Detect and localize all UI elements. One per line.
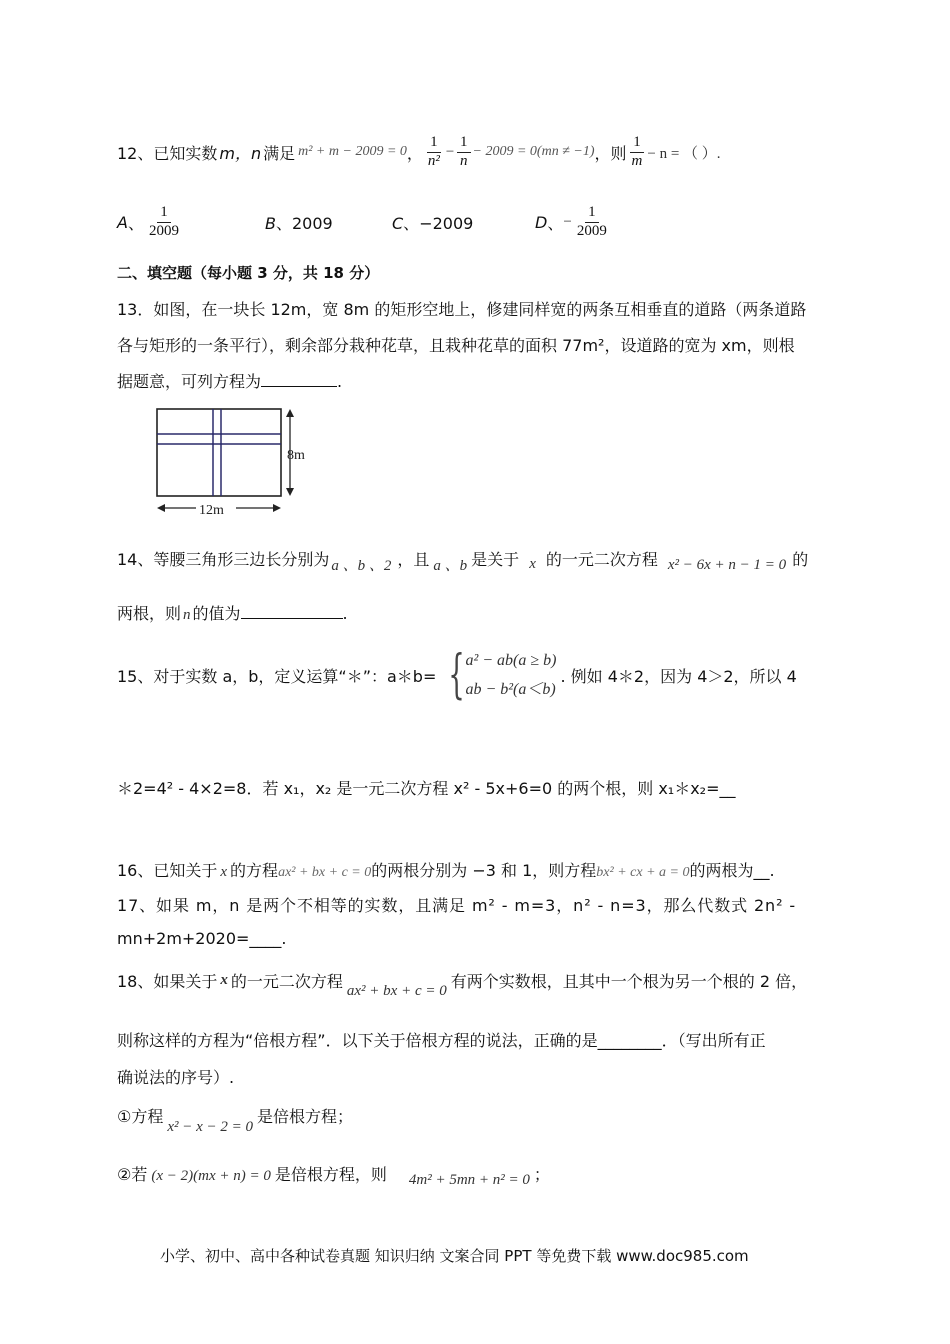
q18-eq: ax² + bx + c = 0 [346, 982, 447, 999]
q13-figure [148, 402, 318, 518]
q12-option-a [117, 202, 184, 242]
q18-line3: 确说法的序号）. [117, 1068, 235, 1087]
q13-line3-text: 据题意，可列方程为 [117, 372, 262, 391]
q16-p4: 的两根为__. [689, 861, 775, 880]
q15-line1 [117, 640, 797, 710]
q14-p3: 是关于 [471, 549, 520, 569]
q12-stem [117, 135, 721, 169]
option-d-label: D [535, 212, 548, 232]
q15-cases [465, 652, 556, 699]
q12-frac3-den: m [631, 152, 643, 169]
q15-brace-block [440, 645, 557, 705]
q12-frac1-den: n² [427, 152, 440, 169]
q17-line2: mn+2m+2020=____. [117, 929, 287, 948]
q18-item2-eq: (x − 2)(mx + n) = 0 [151, 1167, 271, 1184]
q14-line1 [117, 541, 808, 575]
option-c-text: −2009 [419, 214, 474, 233]
q14-p4: 的一元二次方程 [545, 549, 658, 569]
q14-sides: a 、b 、2 [331, 557, 392, 574]
q12-option-b [265, 211, 333, 234]
q14-x: x [529, 555, 536, 572]
q14-eq: x² − 6x + n − 1 = 0 [667, 556, 787, 573]
q15-p2: . 例如 4＊2，因为 4＞2，所以 4 [560, 666, 797, 686]
option-d-neg: − [563, 213, 572, 230]
q12-then: ，则 [594, 143, 627, 163]
q16-p1: 16、已知关于 [117, 861, 218, 880]
q18-item1 [117, 1095, 353, 1135]
figure-width-arrow-right [273, 504, 281, 512]
q12-frac1 [425, 134, 443, 170]
q12-prefix: 12、已知实数 [117, 143, 218, 163]
section-title: 二、填空题（每小题 3 分，共 18 分） [117, 264, 380, 282]
q12-eq2-tail: − 2009 = 0(mn ≠ −1) [472, 144, 595, 159]
option-c-label: C [392, 214, 404, 233]
q12-minus: − [444, 143, 456, 160]
figure-outer-rect [157, 409, 281, 496]
option-a-label: A [117, 212, 128, 232]
q14-line2b: 的值为 [192, 604, 241, 623]
q15-brace: { [448, 645, 466, 705]
q14-p1: 14、等腰三角形三边长分别为 [117, 549, 330, 569]
footer: 小学、初中、高中各种试卷真题 知识归纳 文案合同 PPT 等免费下载 www.doc985.com [160, 1247, 749, 1265]
q12-option-d [535, 202, 612, 242]
q14-n: n [183, 607, 191, 623]
q14-p5: 的 [792, 549, 809, 569]
q14-line2-end: . [342, 604, 348, 623]
q12-frac3 [629, 134, 646, 170]
q12-mid: 满足 [263, 143, 296, 163]
q16-x: x [220, 864, 228, 880]
q18-p2: 的一元二次方程 [230, 971, 343, 991]
q14-line2-text: 两根，则 [117, 604, 182, 623]
q15-case2: ab − b²(a＜b) [465, 680, 556, 698]
q14-p2: ，且 [397, 549, 430, 569]
q16-p2: 的方程 [230, 861, 279, 880]
figure-width-label: 12m [199, 503, 224, 518]
q18-line2: 则称这样的方程为“倍根方程”．以下关于倍根方程的说法，正确的是________．（写出所有正 [117, 1031, 766, 1050]
figure-width-arrow-left [157, 504, 165, 512]
q17-line1: 17、如果 m，n 是两个不相等的实数，且满足 m² - m=3，n² - n=3，那么代数式 2n² - [117, 896, 797, 915]
q18-item1-eq: x² − x − 2 = 0 [167, 1118, 254, 1135]
figure-height-label: 8m [287, 448, 305, 463]
q12-frac2-den: n [460, 152, 468, 169]
q13-line3-end: . [337, 372, 343, 391]
q13-line1: 13．如图，在一块长 12m，宽 8m 的矩形空地上，修建同样宽的两条互相垂直的道路（两条道路 [117, 300, 807, 319]
option-d-sep: 、 [547, 213, 564, 233]
q14-line2 [117, 601, 348, 624]
q18-item2-eq2: 4m² + 5mn + n² = 0 [408, 1171, 530, 1188]
option-b-label: B [265, 214, 276, 233]
q12-frac3-num: 1 [630, 134, 644, 152]
q16-eq1: ax² + bx + c = 0 [278, 865, 372, 880]
q13-answer-blank[interactable] [261, 372, 337, 387]
q16-p3: 的两根分别为 −3 和 1，则方程 [371, 861, 597, 880]
q12-sep: ， [406, 143, 423, 163]
option-c-sep: 、 [403, 214, 420, 233]
option-d-frac [574, 204, 610, 240]
q18-item2-post: ； [533, 1164, 550, 1184]
option-a-den: 2009 [148, 222, 179, 239]
q12-eq1: m² + m − 2009 = 0 [298, 144, 407, 159]
figure-height-arrow-bottom [286, 488, 294, 496]
q12-option-c [392, 211, 473, 234]
q14-ab: a 、b [433, 557, 468, 574]
q18-item1-post: 是倍根方程； [257, 1106, 354, 1126]
q12-frac2 [457, 134, 471, 170]
q18-item1-pre: ①方程 [117, 1106, 164, 1126]
q15-line2: ＊2=4² - 4×2=8．若 x₁，x₂ 是一元二次方程 x² - 5x+6=0 的两个根，则 x₁＊x₂=__ [117, 779, 736, 798]
figure-height-arrow-top [286, 409, 294, 417]
option-d-num: 1 [585, 204, 599, 222]
option-b-sep: 、 [275, 214, 292, 233]
q16-eq2: bx² + cx + a = 0 [596, 865, 690, 880]
option-a-frac [146, 204, 182, 240]
q18-x: x [220, 971, 228, 988]
q18-item2 [117, 1153, 550, 1193]
q18-item2-pre: ②若 [117, 1164, 148, 1184]
q18-p3: 有两个实数根，且其中一个根为另一个根的 2 倍， [450, 971, 808, 991]
q12-frac1-num: 1 [427, 134, 441, 152]
q16-line [117, 858, 775, 881]
q18-p1: 18、如果关于 [117, 971, 218, 991]
q12-vars: m，n [219, 143, 262, 163]
q12-frac2-num: 1 [457, 134, 471, 152]
q18-item2-mid: 是倍根方程，则 [274, 1164, 387, 1184]
option-d-den: 2009 [576, 222, 607, 239]
option-a-num: 1 [157, 204, 171, 222]
option-a-sep: 、 [127, 213, 144, 233]
q14-answer-blank[interactable] [241, 604, 343, 619]
option-b-text: 2009 [292, 214, 333, 233]
q15-p1: 15、对于实数 a，b，定义运算“＊”：a＊b= [117, 666, 437, 686]
q12-ask: − n = （ ）. [647, 145, 721, 162]
q15-case1: a² − ab(a ≥ b) [465, 651, 557, 669]
q13-line3 [117, 369, 342, 392]
q18-line1 [117, 960, 807, 1000]
q13-line2: 各与矩形的一条平行），剩余部分栽种花草，且栽种花草的面积 77m²，设道路的宽为 xm，则根 [117, 336, 795, 355]
